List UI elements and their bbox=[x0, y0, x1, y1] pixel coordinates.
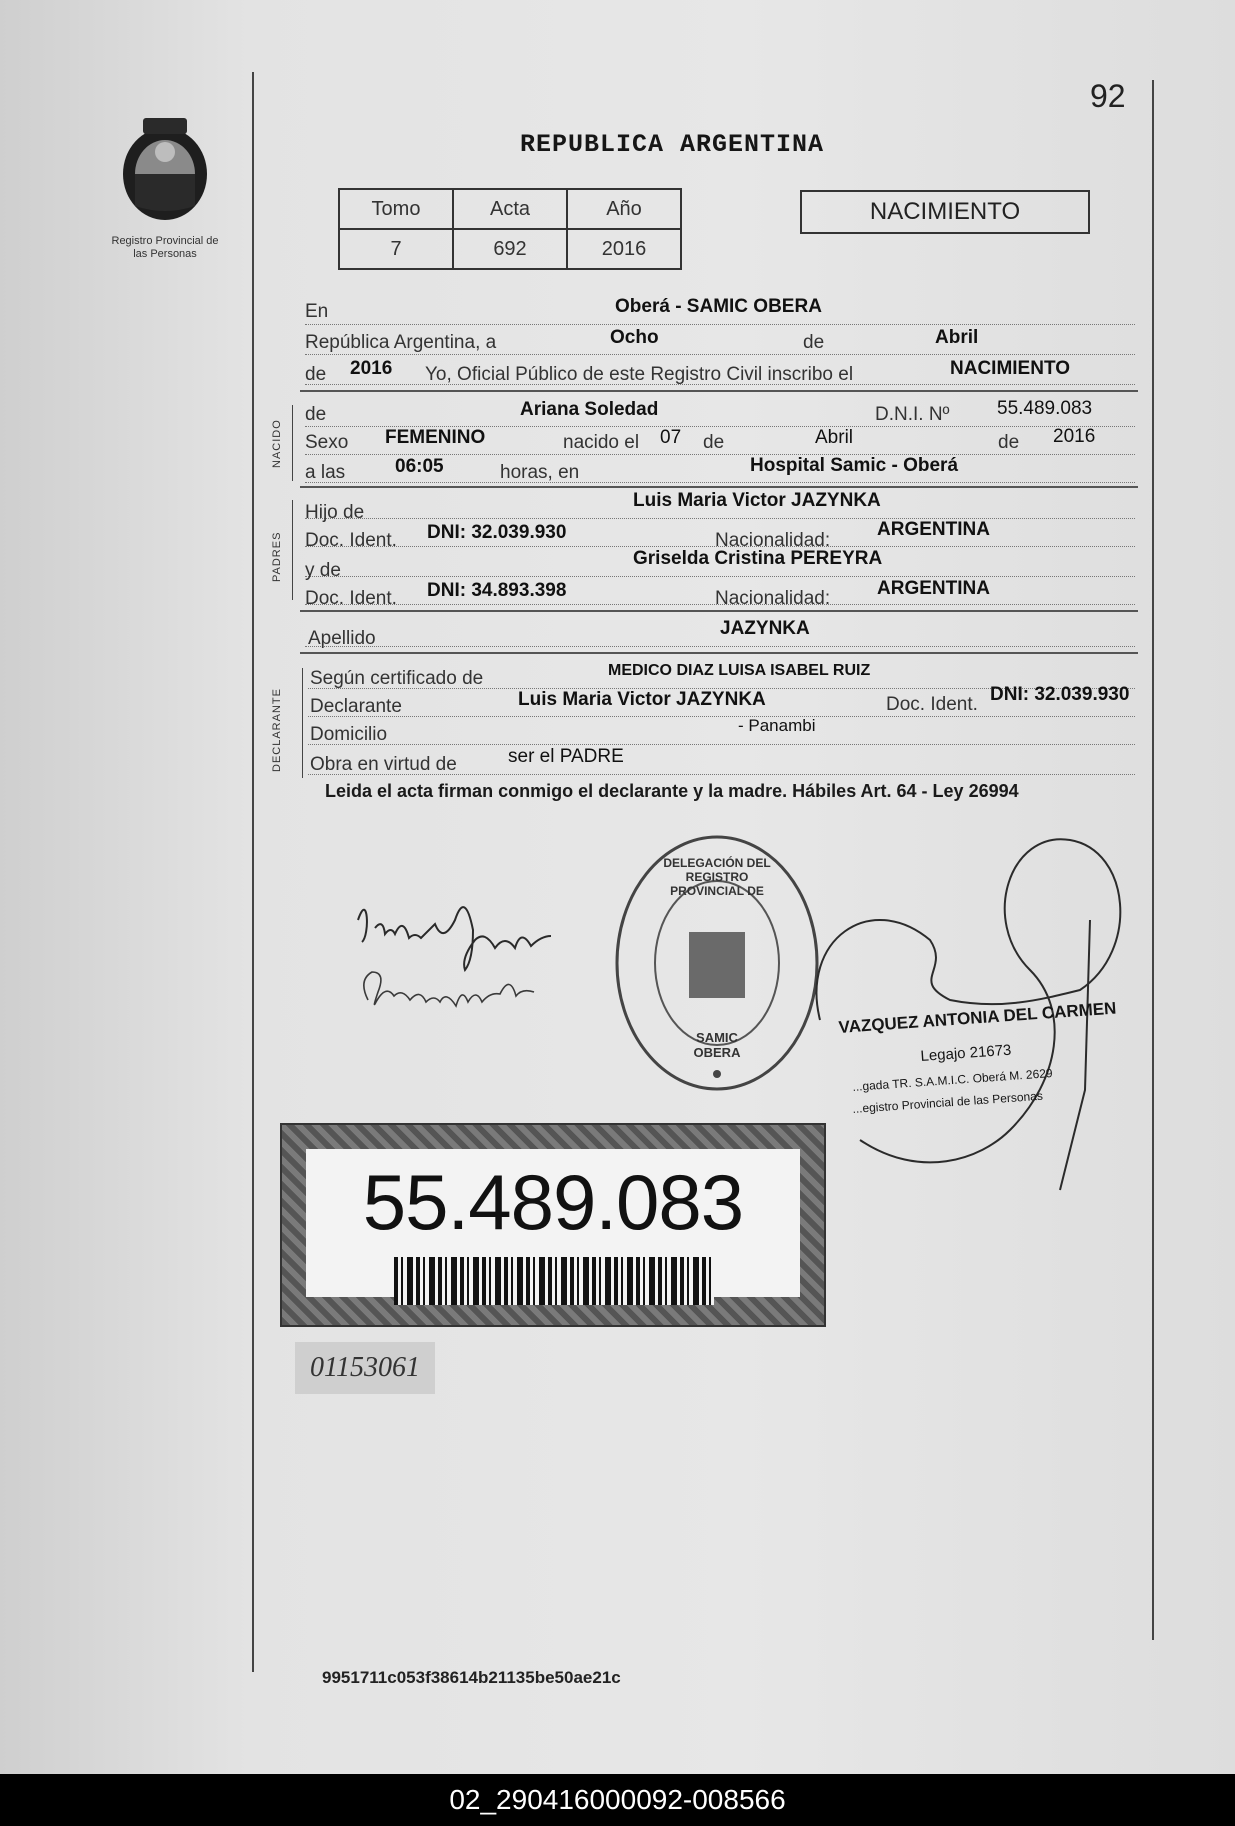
segun-label: Según certificado de bbox=[310, 668, 484, 689]
mother-name: Griselda Cristina PEREYRA bbox=[633, 548, 883, 569]
surname-value: JAZYNKA bbox=[720, 618, 810, 639]
surname-row bbox=[305, 618, 1135, 647]
father-row bbox=[305, 490, 1135, 523]
doc-ident2-label: Doc. Ident. bbox=[305, 588, 397, 609]
day-value: Ocho bbox=[610, 327, 659, 348]
logo-caption: Registro Provincial de las Personas bbox=[111, 235, 219, 260]
officer-legajo: Legajo 21673 bbox=[920, 1041, 1012, 1065]
republica-label: República Argentina, a bbox=[305, 332, 497, 353]
en-label: En bbox=[305, 301, 329, 322]
father-nationality: ARGENTINA bbox=[877, 519, 990, 540]
nacido-el-label: nacido el bbox=[563, 432, 640, 453]
declarant-doc: DNI: 32.039.930 bbox=[990, 684, 1130, 705]
declarant-name: Luis Maria Victor JAZYNKA bbox=[518, 689, 766, 710]
father-doc-row bbox=[305, 518, 1135, 551]
officer-name: VAZQUEZ ANTONIA DEL CARMEN bbox=[838, 998, 1117, 1037]
section-divider bbox=[300, 652, 1138, 654]
doc-ident-label: Doc. Ident. bbox=[305, 530, 397, 551]
record-type-box: NACIMIENTO bbox=[800, 190, 1090, 234]
child-name: Ariana Soledad bbox=[520, 399, 659, 420]
seal-ring-text: DELEGACIÓN DEL REGISTRO PROVINCIAL DE bbox=[663, 856, 771, 898]
registry-logo bbox=[105, 112, 225, 261]
register-reference-table bbox=[338, 188, 682, 270]
officer-office: ...gada TR. S.A.M.I.C. Oberá M. 2629 bbox=[852, 1066, 1054, 1094]
seal-inner-text: SAMIC OBERA bbox=[693, 1030, 741, 1060]
birth-month: Abril bbox=[815, 427, 854, 448]
coat-of-arms-icon bbox=[110, 112, 220, 230]
left-margin-line bbox=[252, 72, 254, 1672]
act-value: NACIMIENTO bbox=[950, 358, 1070, 379]
nacionalidad-label: Nacionalidad: bbox=[715, 530, 831, 551]
section-divider bbox=[300, 610, 1138, 612]
hijo-de-label: Hijo de bbox=[305, 502, 365, 523]
place-value: Oberá - SAMIC OBERA bbox=[615, 296, 822, 317]
father-doc: DNI: 32.039.930 bbox=[427, 522, 567, 543]
doc-ident3-label: Doc. Ident. bbox=[886, 694, 978, 715]
de3-label: de bbox=[703, 432, 725, 453]
de-label: de bbox=[803, 332, 825, 353]
mother-nationality: ARGENTINA bbox=[877, 578, 990, 599]
certificate-value: MEDICO DIAZ LUISA ISABEL RUIZ bbox=[608, 662, 871, 679]
sticker-number: 55.489.083 bbox=[362, 1158, 744, 1246]
page-number: 92 bbox=[1090, 78, 1126, 114]
horas-en-label: horas, en bbox=[500, 462, 580, 483]
barcode bbox=[394, 1257, 714, 1305]
dni-sticker bbox=[280, 1123, 826, 1327]
birth-time: 06:05 bbox=[395, 456, 444, 477]
tomo-header: Tomo bbox=[339, 189, 453, 229]
apellido-label: Apellido bbox=[308, 628, 376, 649]
month-value: Abril bbox=[935, 327, 979, 348]
father-name: Luis Maria Victor JAZYNKA bbox=[633, 490, 881, 511]
sexo-label: Sexo bbox=[305, 432, 349, 453]
file-identifier: 02_290416000092-008566 bbox=[0, 1774, 1235, 1826]
anio-header: Año bbox=[567, 189, 681, 229]
acta-header: Acta bbox=[453, 189, 567, 229]
dni-label: D.N.I. Nº bbox=[875, 404, 950, 425]
time-row bbox=[305, 454, 1135, 483]
sex-row bbox=[305, 426, 1135, 455]
document-title: REPUBLICA ARGENTINA bbox=[520, 130, 825, 159]
address-value: - Panambi bbox=[738, 716, 816, 735]
sex-value: FEMENINO bbox=[385, 427, 486, 448]
document-hash: 9951711c053f38614b21135be50ae21c bbox=[322, 1668, 621, 1687]
birth-year: 2016 bbox=[1053, 426, 1096, 447]
tomo-value: 7 bbox=[339, 229, 453, 269]
year-value: 2016 bbox=[350, 358, 393, 379]
nacido-bracket bbox=[292, 405, 293, 481]
year-row bbox=[305, 356, 1135, 385]
handwritten-signatures bbox=[340, 880, 630, 1040]
declarante-bracket bbox=[302, 668, 303, 778]
mother-doc-row bbox=[305, 576, 1135, 609]
mother-doc: DNI: 34.893.398 bbox=[427, 580, 567, 601]
obra-label: Obra en virtud de bbox=[310, 754, 457, 775]
serial-stamp: 01153061 bbox=[295, 1342, 435, 1394]
child-dni: 55.489.083 bbox=[997, 398, 1093, 419]
yo-label: Yo, Oficial Público de este Registro Civil inscribo el bbox=[425, 364, 854, 385]
side-label-declarante: DECLARANTE bbox=[271, 688, 283, 772]
a-las-label: a las bbox=[305, 462, 346, 483]
name-row bbox=[305, 398, 1135, 427]
declarante-label: Declarante bbox=[310, 696, 402, 717]
padres-bracket bbox=[292, 500, 293, 600]
official-seal bbox=[612, 832, 822, 1094]
officer-registry: ...egistro Provincial de las Personas bbox=[852, 1088, 1044, 1116]
domicilio-label: Domicilio bbox=[310, 724, 388, 745]
side-label-nacido: NACIDO bbox=[271, 419, 283, 468]
section-divider bbox=[300, 486, 1138, 488]
y-de-label: y de bbox=[305, 560, 341, 581]
reason-value: ser el PADRE bbox=[508, 746, 624, 767]
reason-row bbox=[308, 746, 1135, 775]
date-row bbox=[305, 326, 1135, 355]
declarant-row bbox=[308, 684, 1135, 717]
birth-place: Hospital Samic - Oberá bbox=[750, 455, 959, 476]
closing-note: Leida el acta firman conmigo el declarante y la madre. Hábiles Art. 64 - Ley 26994 bbox=[325, 781, 1019, 801]
anio-value: 2016 bbox=[567, 229, 681, 269]
nacido-de-label: de bbox=[305, 404, 327, 425]
de2-label: de bbox=[305, 364, 327, 385]
acta-value: 692 bbox=[453, 229, 567, 269]
sticker-label bbox=[306, 1149, 800, 1297]
de4-label: de bbox=[998, 432, 1020, 453]
section-divider bbox=[300, 390, 1138, 392]
address-row bbox=[308, 716, 1135, 745]
nacionalidad2-label: Nacionalidad: bbox=[715, 588, 831, 609]
mother-row bbox=[305, 548, 1135, 581]
place-row bbox=[305, 296, 1135, 325]
side-label-padres: PADRES bbox=[271, 531, 283, 582]
birth-day: 07 bbox=[660, 427, 682, 448]
